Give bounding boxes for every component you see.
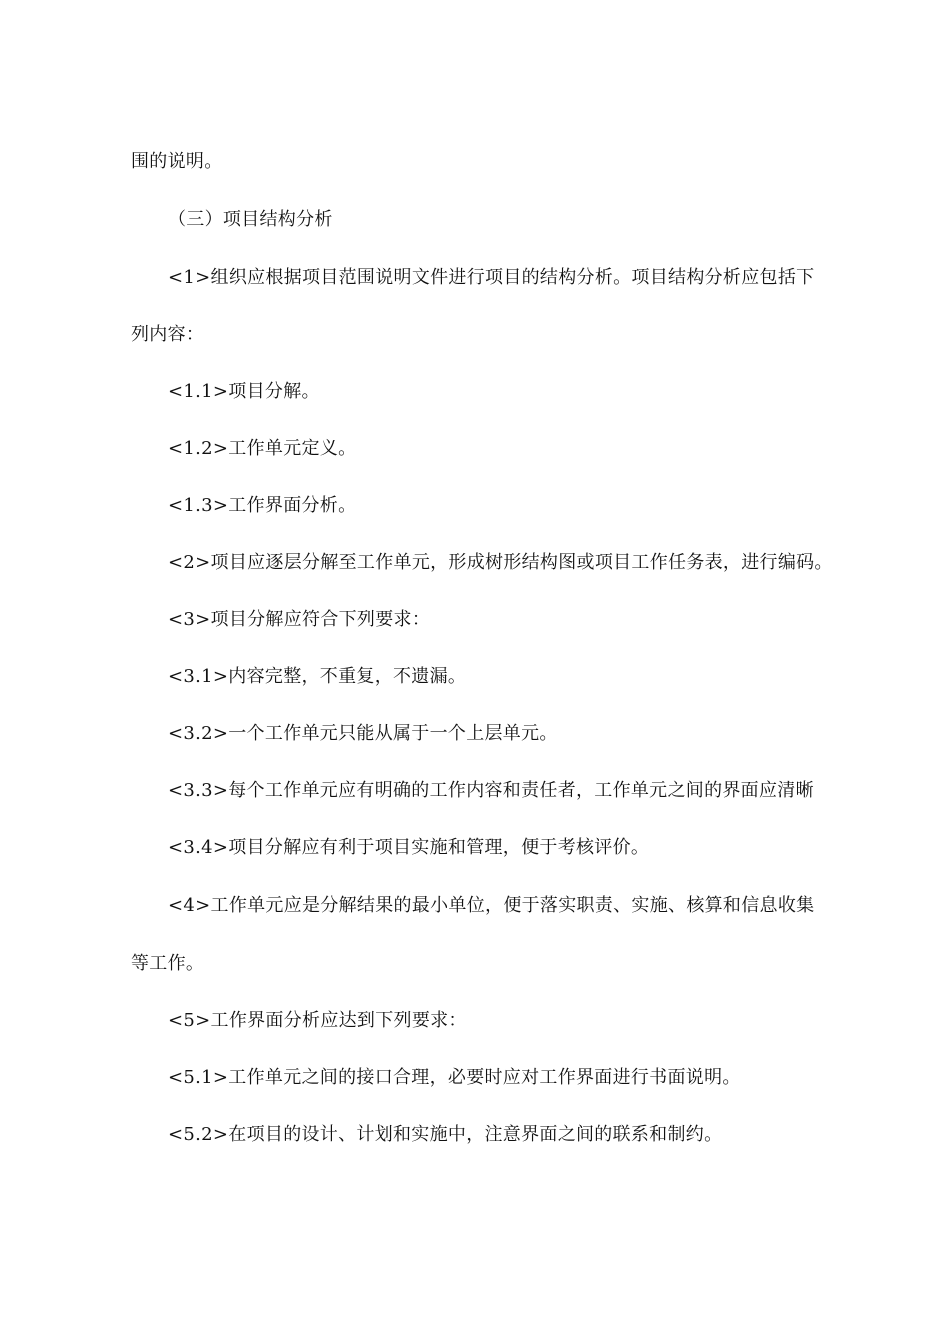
clause-3-2: <3.2>一个工作单元只能从属于一个上层单元。 [168, 723, 558, 744]
clause-4: <4>工作单元应是分解结果的最小单位，便于落实职责、实施、核算和信息收集 [168, 895, 815, 916]
clause-5-2: <5.2>在项目的设计、计划和实施中，注意界面之间的联系和制约。 [168, 1124, 723, 1145]
section-heading: （三）项目结构分析 [168, 209, 333, 230]
clause-1-2: <1.2>工作单元定义。 [168, 438, 357, 459]
clause-5-1: <5.1>工作单元之间的接口合理，必要时应对工作界面进行书面说明。 [168, 1067, 741, 1088]
clause-3: <3>项目分解应符合下列要求： [168, 609, 431, 630]
clause-1-3: <1.3>工作界面分析。 [168, 495, 357, 516]
clause-1-continuation: 列内容： [131, 324, 205, 345]
clause-4-continuation: 等工作。 [131, 953, 205, 974]
clause-2: <2>项目应逐层分解至工作单元，形成树形结构图或项目工作任务表，进行编码。 [168, 552, 833, 573]
clause-5: <5>工作界面分析应达到下列要求： [168, 1010, 467, 1031]
clause-3-4: <3.4>项目分解应有利于项目实施和管理，便于考核评价。 [168, 837, 650, 858]
clause-3-1: <3.1>内容完整，不重复，不遗漏。 [168, 666, 467, 687]
paragraph-continuation: 围的说明。 [131, 151, 223, 172]
clause-1: <1>组织应根据项目范围说明文件进行项目的结构分析。项目结构分析应包括下 [168, 267, 815, 288]
clause-1-1: <1.1>项目分解。 [168, 381, 320, 402]
clause-3-3: <3.3>每个工作单元应有明确的工作内容和责任者，工作单元之间的界面应清晰 [168, 780, 814, 801]
